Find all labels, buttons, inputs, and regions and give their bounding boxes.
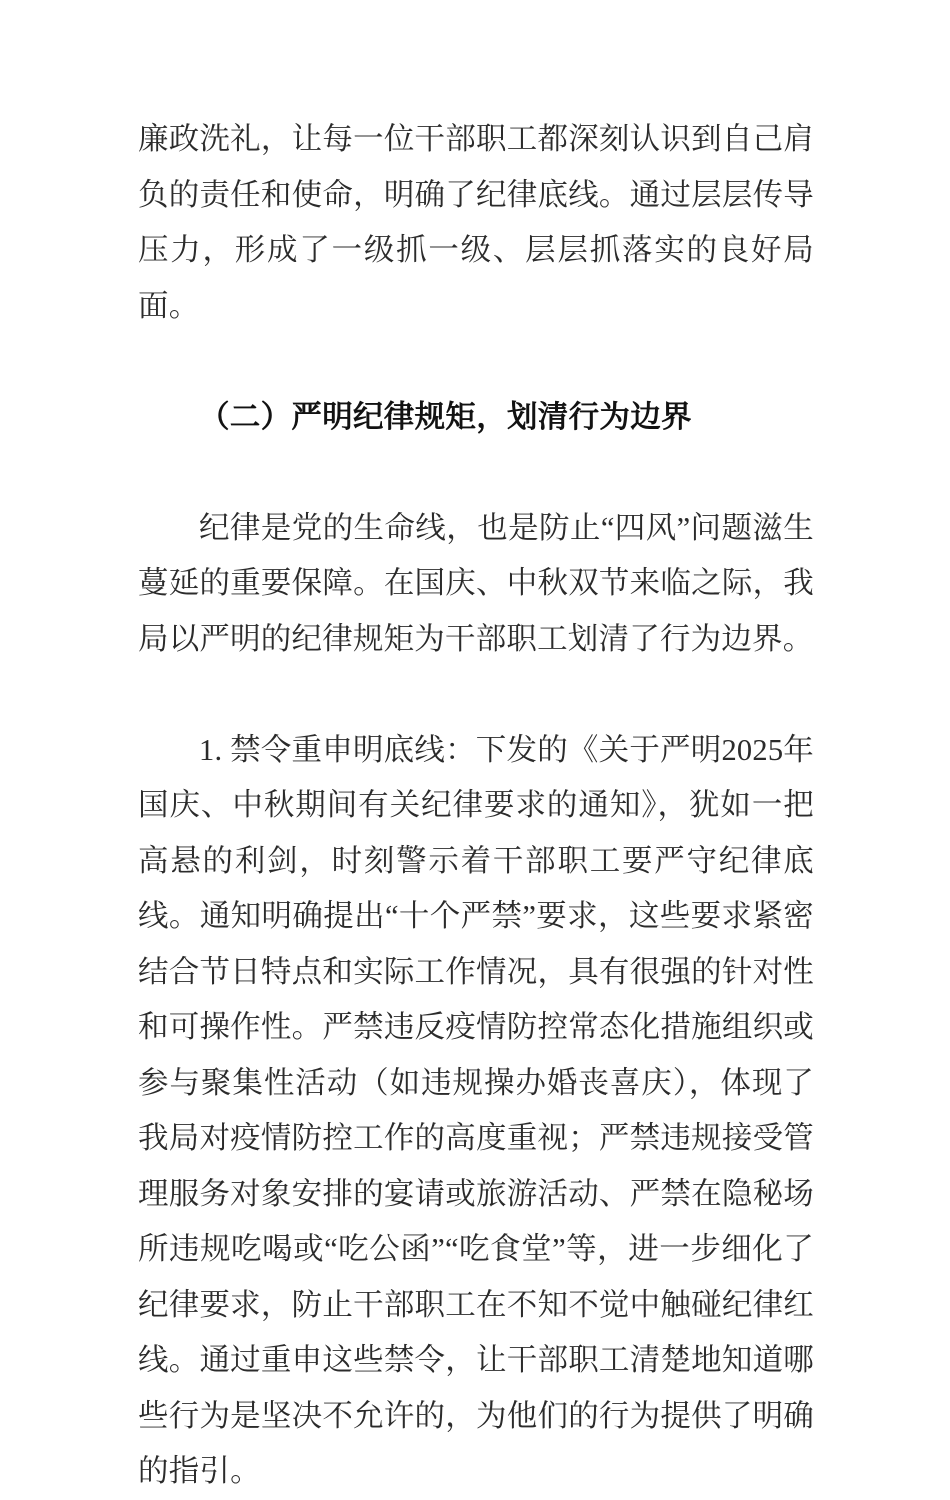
- post-heading-spacer: [138, 445, 814, 501]
- section-heading: （二）严明纪律规矩，划清行为边界: [199, 399, 692, 434]
- paragraph-discipline-lifeline: 纪律是党的生命线，也是防止“四风”问题滋生蔓延的重要保障。在国庆、中秋双节来临之际，我局以严明的纪律规矩为干部职工划清了行为边界。: [138, 510, 814, 656]
- paragraph-spacer: [138, 667, 814, 723]
- heading-spacer: [138, 334, 814, 390]
- page-text-column: [138, 112, 814, 1500]
- paragraph-item-1-prohibitions: 1. 禁令重申明底线：下发的《关于严明2025年国庆、中秋期间有关纪律要求的通知》，犹如一把高悬的利剑，时刻警示着干部职工要严守纪律底线。通知明确提出“十个严禁”要求，这些要求紧密结合节日特点和实际工作情况，具有很强的针对性和可操作性。严禁违反疫情防控常态化措施组织或参与聚集性活动（如违规操办婚丧喜庆），体现了我局对疫情防控工作的高度重视；严禁违规接受管理服务对象安排的宴请或旅游活动、严禁在隐秘场所违规吃喝或“吃公函”“吃食堂”等，进一步细化了纪律要求，防止干部职工在不知不觉中触碰纪律红线。通过重申这些禁令，让干部职工清楚地知道哪些行为是坚决不允许的，为他们的行为提供了明确的指引。: [138, 732, 814, 1488]
- paragraph-continuation: 廉政洗礼，让每一位干部职工都深刻认识到自己肩负的责任和使命，明确了纪律底线。通过层层传导压力，形成了一级抓一级、层层抓落实的良好局面。: [138, 122, 814, 323]
